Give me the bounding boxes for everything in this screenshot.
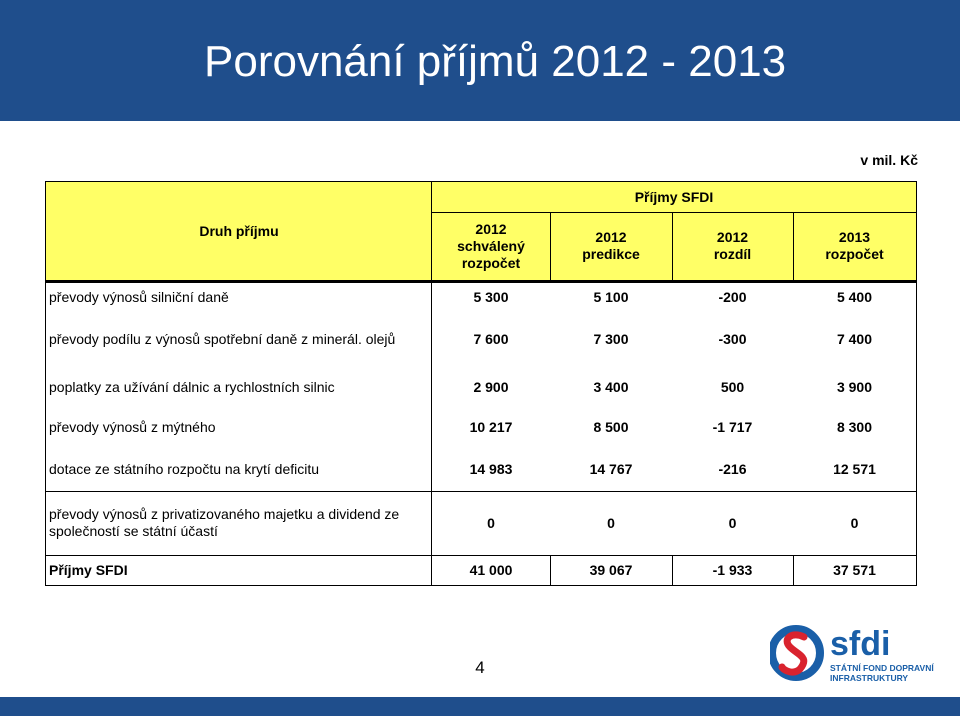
total-label: Příjmy SFDI [49, 562, 128, 578]
table-border [45, 181, 46, 586]
row-value: -216 [718, 460, 747, 477]
table-border [45, 280, 917, 283]
table-border [550, 212, 551, 281]
table-border [45, 181, 917, 182]
table-border [916, 181, 917, 586]
row-value: -200 [718, 288, 747, 305]
table-border [672, 555, 673, 586]
row-label: převody výnosů z mýtného [49, 418, 216, 435]
row-value: 3 400 [593, 378, 629, 395]
row-value: 7 600 [473, 330, 509, 347]
row-value: 3 900 [836, 378, 873, 395]
row-value: 12 571 [833, 460, 876, 477]
total-value: 39 067 [589, 562, 633, 578]
row-value: 5 300 [473, 288, 509, 305]
table-border [432, 212, 917, 213]
total-value: 37 571 [833, 562, 876, 578]
row-value: 14 767 [589, 460, 633, 477]
row-value: 5 100 [593, 288, 629, 305]
sfdi-emblem-icon [772, 629, 820, 677]
title-bar-left [0, 0, 175, 121]
table-border [550, 555, 551, 586]
row-value: -300 [718, 330, 747, 347]
table-border [45, 585, 917, 586]
row-label: dotace ze státního rozpočtu na krytí deficitu [49, 460, 320, 477]
header-col3: 2012 rozdíl [672, 212, 793, 280]
row-value: 5 400 [836, 288, 873, 305]
header-col4: 2013 rozpočet [793, 212, 916, 280]
row-value: 0 [487, 514, 495, 531]
total-value: -1 933 [712, 562, 753, 578]
table-border [431, 181, 432, 586]
sfdi-tagline-2: INFRASTRUKTURY [830, 673, 909, 683]
row-value: -1 717 [712, 418, 753, 435]
sfdi-tagline-1: STÁTNÍ FOND DOPRAVNÍ [830, 663, 934, 673]
table-border [45, 555, 917, 556]
unit-note: v mil. Kč [860, 152, 918, 168]
row-value: 8 300 [836, 418, 873, 435]
header-col1: 2012 schválený rozpočet [432, 212, 550, 280]
bottom-bar [0, 697, 960, 716]
table-border [672, 212, 673, 281]
row-value: 7 300 [593, 330, 629, 347]
page-number: 4 [475, 658, 485, 677]
sfdi-logo [770, 617, 950, 691]
table-border [793, 212, 794, 281]
row-value: 8 500 [593, 418, 629, 435]
table-border [793, 555, 794, 586]
row-value: 2 900 [473, 378, 509, 395]
row-label: převody výnosů silniční daně [49, 288, 229, 305]
row-value: 10 217 [469, 418, 513, 435]
total-value: 41 000 [469, 562, 513, 578]
row-value: 0 [850, 514, 859, 531]
row-value: 0 [728, 514, 737, 531]
row-label: poplatky za užívání dálnic a rychlostních silnic [49, 378, 335, 395]
row-label: převody výnosů z privatizovaného majetku a dividend ze společností se státní účastí [49, 506, 400, 539]
row-value: 14 983 [469, 460, 513, 477]
group-header: Příjmy SFDI [432, 182, 916, 212]
row-value: 7 400 [836, 330, 873, 347]
header-col2: 2012 predikce [550, 212, 672, 280]
header-type: Druh příjmu [46, 182, 432, 280]
table-border [45, 491, 917, 492]
row-value: 500 [720, 378, 745, 395]
row-label: převody podílu z výnosů spotřební daně z minerál. olejů [49, 330, 396, 347]
sfdi-wordmark: sfdi [830, 625, 891, 663]
slide-title: Porovnání příjmů 2012 - 2013 [204, 37, 787, 86]
row-value: 0 [607, 514, 615, 531]
